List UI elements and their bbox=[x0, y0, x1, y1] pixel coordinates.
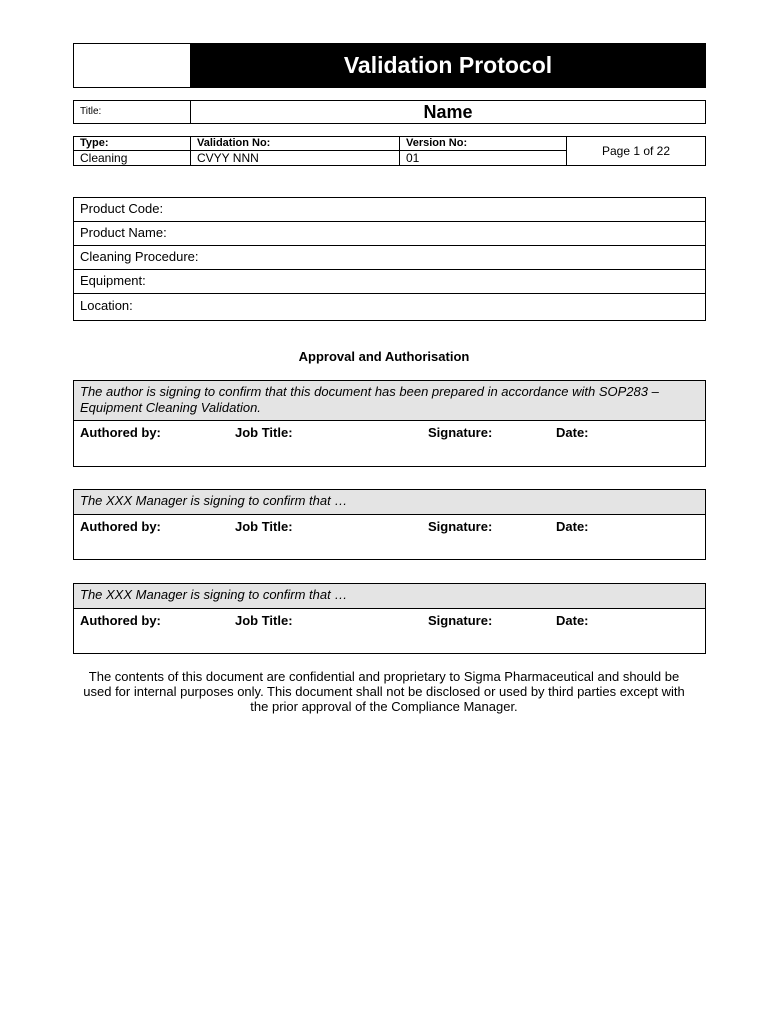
document-title: Validation Protocol bbox=[191, 44, 705, 87]
signature-note: The XXX Manager is signing to confirm that … bbox=[74, 490, 705, 515]
document-info-row bbox=[73, 136, 706, 166]
authored-by-label: Authored by: bbox=[80, 425, 161, 440]
job-title-label: Job Title: bbox=[235, 519, 293, 534]
product-name-row: Product Name: bbox=[74, 222, 705, 246]
type-label: Type: bbox=[74, 137, 190, 151]
equipment-row: Equipment: bbox=[74, 270, 705, 294]
signature-block bbox=[73, 380, 706, 467]
signature-note: The XXX Manager is signing to confirm that … bbox=[74, 584, 705, 609]
version-value: 01 bbox=[406, 151, 420, 165]
authored-by-label: Authored by: bbox=[80, 613, 161, 628]
page-number: Page 1 of 22 bbox=[601, 144, 671, 158]
title-label: Title: bbox=[74, 101, 191, 123]
version-label: Version No: bbox=[400, 137, 566, 151]
confidentiality-notice: The contents of this document are confidential and proprietary to Sigma Pharmaceutical and should be used for internal purposes only. This document shall not be disclosed or used by third parties except with the prior approval of the Compliance Manager. bbox=[83, 669, 685, 714]
date-label: Date: bbox=[556, 425, 589, 440]
validation-value: CVYY NNN bbox=[197, 151, 259, 165]
approval-heading: Approval and Authorisation bbox=[298, 349, 470, 364]
signature-block bbox=[73, 583, 706, 654]
product-code-row: Product Code: bbox=[74, 198, 705, 222]
date-label: Date: bbox=[556, 613, 589, 628]
title-row bbox=[73, 100, 706, 124]
job-title-label: Job Title: bbox=[235, 613, 293, 628]
version-cell bbox=[400, 137, 567, 165]
type-value: Cleaning bbox=[80, 151, 128, 165]
location-row: Location: bbox=[80, 298, 133, 313]
validation-cell bbox=[191, 137, 400, 165]
date-label: Date: bbox=[556, 519, 589, 534]
signature-label: Signature: bbox=[428, 613, 493, 628]
title-value: Name bbox=[423, 101, 473, 122]
signature-label: Signature: bbox=[428, 425, 493, 440]
signature-label: Signature: bbox=[428, 519, 493, 534]
product-table bbox=[73, 197, 706, 321]
type-cell bbox=[74, 137, 191, 165]
job-title-label: Job Title: bbox=[235, 425, 293, 440]
document-header bbox=[73, 43, 706, 88]
authored-by-label: Authored by: bbox=[80, 519, 161, 534]
validation-label: Validation No: bbox=[191, 137, 399, 151]
logo-placeholder bbox=[74, 44, 191, 87]
signature-block bbox=[73, 489, 706, 560]
cleaning-procedure-row: Cleaning Procedure: bbox=[74, 246, 705, 270]
signature-note: The author is signing to confirm that this document has been prepared in accordance with SOP283 – Equipment Cleaning Validation. bbox=[74, 381, 705, 421]
